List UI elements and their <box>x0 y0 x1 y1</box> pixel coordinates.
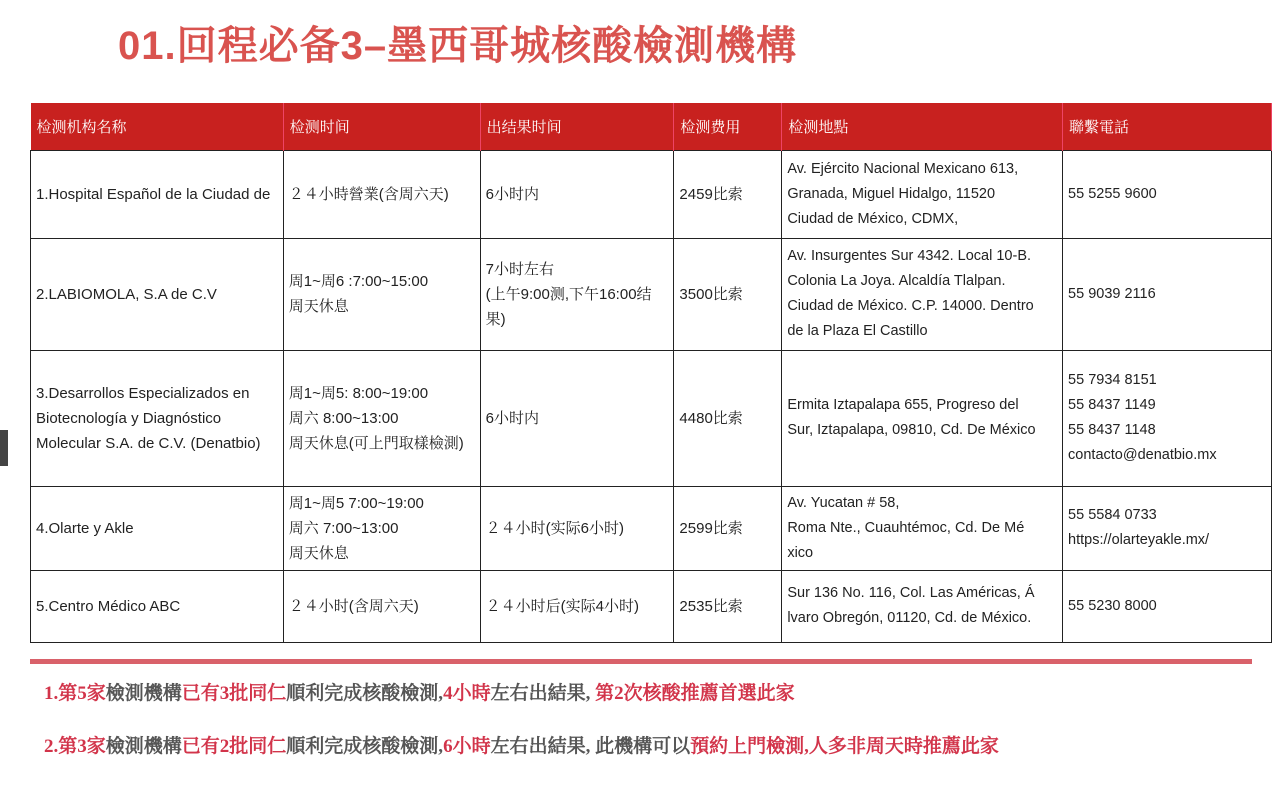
testing-centers-table <box>30 103 1272 643</box>
header-address: 检测地點 <box>782 103 1063 150</box>
note-segment: 順利完成核酸檢測, <box>286 736 444 757</box>
note-segment: 左右出結果, 此機構可以 <box>490 736 691 757</box>
header-result-time: 出结果时间 <box>480 103 674 150</box>
cell-result-time: 6小时内 <box>480 350 674 486</box>
cell-address: Ermita Iztapalapa 655, Progreso del Sur, Iztapalapa, 09810, Cd. De México <box>782 350 1063 486</box>
cell-result-time: 6小时内 <box>480 150 674 238</box>
cell-result-time: ２４小时后(实际4小时) <box>480 570 674 642</box>
note-segment: 4小時 <box>443 683 491 704</box>
cell-address: Av. Insurgentes Sur 4342. Local 10-B. Colonia La Joya. Alcaldía Tlalpan. Ciudad de México. C.P. 14000. Dentro de la Plaza El Castillo <box>782 238 1063 350</box>
note-1 <box>44 678 795 705</box>
cell-hours: 周1~周5: 8:00~19:00 周六 8:00~13:00 周天休息(可上門取樣檢測) <box>283 350 480 486</box>
header-phone: 聯繫電話 <box>1063 103 1272 150</box>
cell-phone: 55 9039 2116 <box>1063 238 1272 350</box>
cell-hours: ２４小時營業(含周六天) <box>283 150 480 238</box>
header-hours: 检测时间 <box>283 103 480 150</box>
note-segment: 已有2批同仁 <box>181 736 287 757</box>
side-tab-handle[interactable] <box>0 430 8 466</box>
cell-fee: 2459比索 <box>674 150 782 238</box>
cell-fee: 3500比索 <box>674 238 782 350</box>
table-header-row <box>31 103 1272 150</box>
cell-result-time: ２４小时(实际6小时) <box>480 486 674 570</box>
note-segment: 檢測機構 <box>105 736 182 757</box>
cell-result-time: 7小时左右 (上午9:00测,下午16:00结果) <box>480 238 674 350</box>
cell-name: 3.Desarrollos Especializados en Biotecnología y Diagnóstico Molecular S.A. de C.V. (Denatbio) <box>31 350 284 486</box>
cell-hours: 周1~周5 7:00~19:00 周六 7:00~13:00 周天休息 <box>283 486 480 570</box>
table-row <box>31 150 1272 238</box>
cell-name: 5.Centro Médico ABC <box>31 570 284 642</box>
cell-phone: 55 5584 0733 https://olarteyakle.mx/ <box>1063 486 1272 570</box>
note-2 <box>44 731 999 758</box>
cell-address: Av. Ejército Nacional Mexicano 613, Granada, Miguel Hidalgo, 11520 Ciudad de México, CDMX, <box>782 150 1063 238</box>
note-segment: 1.第5家 <box>44 683 106 704</box>
cell-address: Sur 136 No. 116, Col. Las Américas, Á lvaro Obregón, 01120, Cd. de México. <box>782 570 1063 642</box>
cell-fee: 4480比索 <box>674 350 782 486</box>
note-segment: 第2次核酸推薦首選此家 <box>595 683 795 704</box>
note-segment: 預約上門檢測,人多非周天時推薦此家 <box>690 736 999 757</box>
cell-phone: 55 7934 8151 55 8437 1149 55 8437 1148 contacto@denatbio.mx <box>1063 350 1272 486</box>
cell-name: 2.LABIOMOLA, S.A de C.V <box>31 238 284 350</box>
cell-phone: 55 5255 9600 <box>1063 150 1272 238</box>
table-row <box>31 486 1272 570</box>
header-fee: 检测费用 <box>674 103 782 150</box>
note-segment: 已有3批同仁 <box>181 683 287 704</box>
cell-name: 1.Hospital Español de la Ciudad de <box>31 150 284 238</box>
note-segment: 6小時 <box>443 736 491 757</box>
note-segment: 2.第3家 <box>44 736 106 757</box>
cell-name: 4.Olarte y Akle <box>31 486 284 570</box>
note-segment: 順利完成核酸檢測, <box>286 683 444 704</box>
table-row <box>31 570 1272 642</box>
table-row <box>31 238 1272 350</box>
divider <box>30 659 1252 664</box>
cell-fee: 2599比索 <box>674 486 782 570</box>
cell-hours: 周1~周6 :7:00~15:00 周天休息 <box>283 238 480 350</box>
cell-fee: 2535比索 <box>674 570 782 642</box>
note-segment: 左右出結果, <box>490 683 596 704</box>
cell-phone: 55 5230 8000 <box>1063 570 1272 642</box>
note-segment: 檢測機構 <box>105 683 182 704</box>
cell-hours: ２４小时(含周六天) <box>283 570 480 642</box>
page-title: 01.回程必备3–墨西哥城核酸檢測機構 <box>118 24 798 68</box>
cell-address: Av. Yucatan # 58, Roma Nte., Cuauhtémoc, Cd. De Mé xico <box>782 486 1063 570</box>
table-row <box>31 350 1272 486</box>
header-name: 检测机构名称 <box>31 103 284 150</box>
